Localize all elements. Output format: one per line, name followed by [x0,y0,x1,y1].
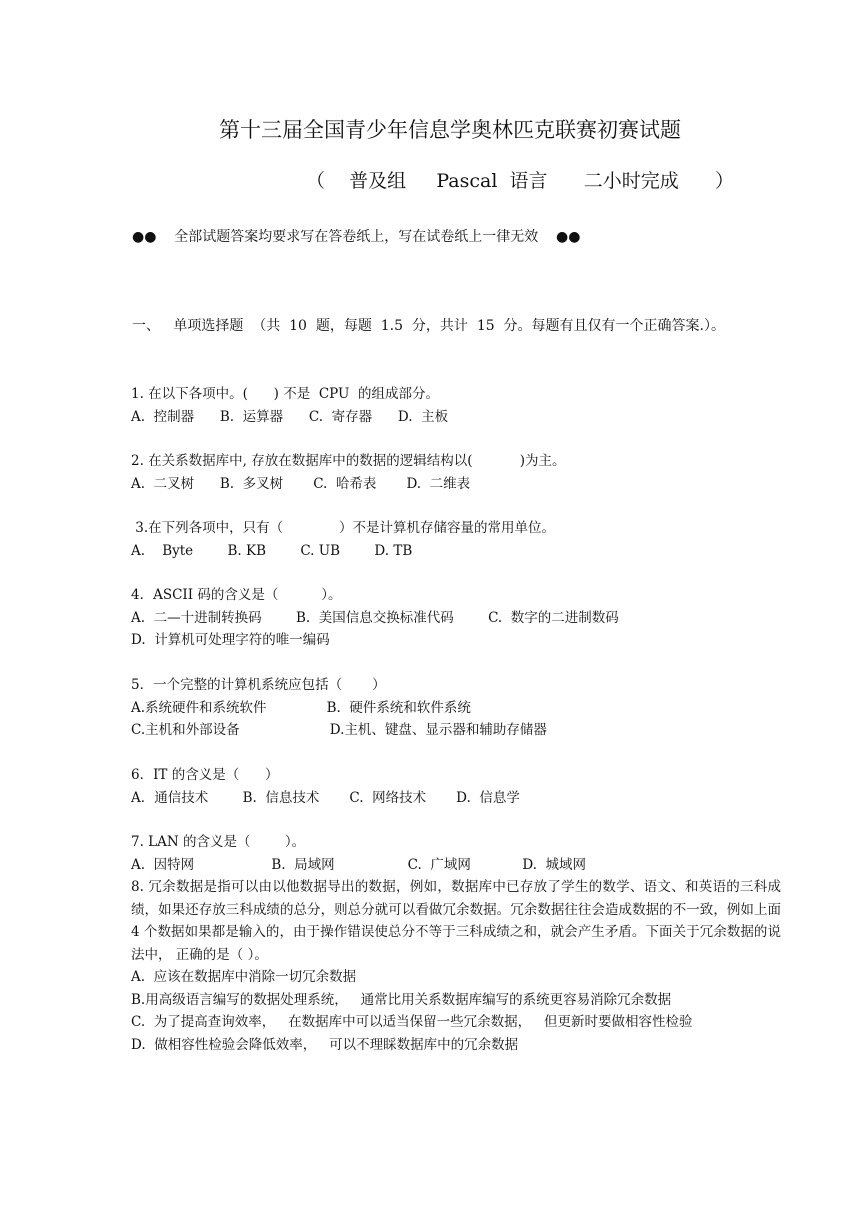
question-stem: 8. 冗余数据是指可以由以他数据导出的数据，例如，数据库中已存放了学生的数学、语文、和英语的三科成绩，如果还存放三科成绩的总分，则总分就可以看做冗余数据。冗余数据往往会造成数据的不一致，例如上面 4 个数据如果都是输入的，由于操作错误使总分不等于三科成绩之和，就会产生矛盾。下面关于冗余数据的说法中， 正确的是（ ）。 [131,879,781,963]
question-options: D. 计算机可处理字符的唯一编码 [131,632,330,648]
question-options: C.主机和外部设备 D.主机、键盘、显示器和辅助存储器 [131,722,547,738]
question-4 [131,584,781,652]
question-stem: 4．ASCII 码的含义是（ ）。 [131,587,342,603]
question-options: B.用高级语言编写的数据处理系统， 通常比用关系数据库编写的系统更容易消除冗余数据 [131,991,672,1008]
question-stem: 7. LAN 的含义是（ ）。 [131,834,306,850]
question-options: A. 控制器 B. 运算器 C. 寄存器 D. 主板 [131,408,449,425]
question-options: A. 应该在数据库中消除一切冗余数据 [131,969,357,985]
section-heading: 一、 单项选择题 （共 10 题，每题 1.5 分，共计 15 分。每题有且仅有一个正确答案.）。 [132,318,725,334]
question-options: A. 因特网 B. 局域网 C. 广域网 D. 城域网 [131,856,587,873]
page-subtitle: （ 普及组 Pascal 语言 二小时完成 ） [306,170,734,192]
question-options: A．通信技术 B. 信息技术 C. 网络技术 D. 信息学 [131,789,520,806]
question-options: A.系统硬件和系统软件 B. 硬件系统和软件系统 [131,699,471,716]
question-8 [131,876,781,1056]
question-options: A. 二叉树 B. 多叉树 C. 哈希表 D. 二维表 [131,475,471,492]
question-3 [131,517,781,562]
question-options: A. 二—十进制转换码 B. 美国信息交换标准代码 C. 数字的二进制数码 [131,609,619,626]
question-7 [131,831,781,876]
question-1 [131,383,781,428]
page-title: 第十三届全国青少年信息学奥林匹克联赛初赛试题 [219,118,681,142]
question-options: D. 做相容性检验会降低效率， 可以不理睬数据库中的冗余数据 [131,1036,519,1053]
question-options: C. 为了提高查询效率， 在数据库中可以适当保留一些冗余数据， 但更新时要做相容性检验 [131,1014,693,1030]
question-stem: 6．IT 的含义是（ ） [131,767,279,783]
question-stem: 1. 在以下各项中。( ) 不是 CPU 的组成部分。 [131,386,439,402]
question-stem: 2. 在关系数据库中, 存放在数据库中的数据的逻辑结构以( )为主。 [131,453,566,469]
question-2 [131,450,781,495]
notice-line: ●● 全部试题答案均要求写在答卷纸上，写在试卷纸上一律无效 ●● [132,229,581,245]
question-options: A. Byte B. KB C. UB D. TB [131,542,413,559]
question-stem: 3.在下列各项中，只有（ ）不是计算机存储容量的常用单位。 [131,520,555,536]
question-6 [131,764,781,809]
question-stem: 5．一个完整的计算机系统应包括（ ） [131,677,386,693]
question-5 [131,674,781,742]
